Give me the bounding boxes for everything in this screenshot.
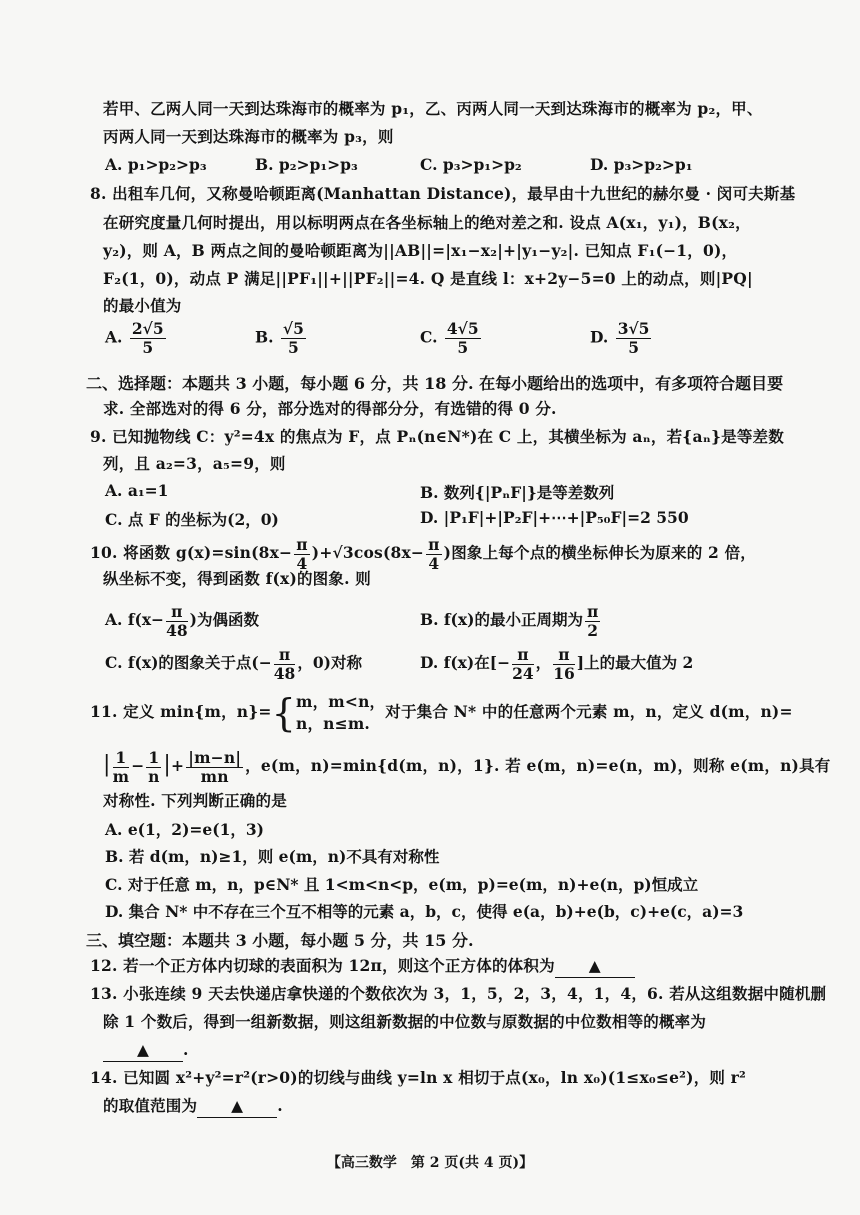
q13-line3: ▲ .: [103, 1039, 189, 1062]
answer-blank: ▲: [103, 1039, 183, 1062]
q10-line2: 纵坐标不变，得到函数 f(x)的图象. 则: [103, 569, 371, 588]
q13-line1: 13. 小张连续 9 天去快递店拿快递的个数依次为 3，1，5，2，3，4，1，4，6. 若从这组数据中随机删: [90, 984, 827, 1003]
section3-heading: 三、填空题：本题共 3 小题，每小题 5 分，共 15 分.: [86, 931, 474, 950]
section2-heading-line2: 求. 全部选对的得 6 分，部分选对的得部分分，有选错的得 0 分.: [103, 399, 557, 418]
q7-line1: 若甲、乙两人同一天到达珠海市的概率为 p₁，乙、丙两人同一天到达珠海市的概率为 p₂，甲、: [103, 99, 763, 118]
q9-option-c: C. 点 F 的坐标为(2，0): [105, 510, 279, 529]
page-footer: 【高三数学 第 2 页(共 4 页)】: [326, 1155, 534, 1171]
q12-line: 12. 若一个正方体内切球的表面积为 12π，则这个正方体的体积为 ▲: [90, 955, 635, 978]
q7-option-a: A. p₁>p₂>p₃: [105, 155, 207, 174]
q11-line1: 11. 定义 min{m，n}={ m，m<n， n，n≤m. 对于集合 N* 中的任意两个元素 m，n，定义 d(m，n)=: [90, 691, 793, 735]
q13-line2: 除 1 个数后，得到一组新数据，则这组新数据的中位数与原数据的中位数相等的概率为: [103, 1012, 707, 1031]
q8-line2: 在研究度量几何时提出，用以标明两点在各坐标轴上的绝对差之和. 设点 A(x₁，y₁)，B(x₂，: [103, 213, 751, 232]
q8-option-c: C. $\frac{4√5}{5}$: [420, 319, 479, 357]
q7-option-c: C. p₃>p₁>p₂: [420, 155, 522, 174]
q8-line5: 的最小值为: [103, 296, 182, 315]
q11-option-d: D. 集合 N* 中不存在三个互不相等的元素 a，b，c，使得 e(a，b)+e(b，c)+e(c，a)=3: [105, 902, 744, 921]
q9-line2: 列，且 a₂=3，a₅=9，则: [103, 454, 286, 473]
q10-line1: 10. 将函数 g(x)=sin(8x− $\frac{\pi}{4}$ )+√3cos(8x− $\frac{\pi}{4}$ )图象上每个点的横坐标伸长为原来的 2 倍，: [90, 534, 756, 573]
q7-option-d: D. p₃>p₂>p₁: [590, 155, 693, 174]
q11-line2: | $\frac{1}{m}$ − $\frac{1}{n}$ |+ $\frac{|m-n|}{mn}$ ，e(m，n)=min{d(m，n)，1}. 若 e(m，n)=e(n，m)，则称 e(m，n)具有: [103, 747, 831, 786]
q14-line1: 14. 已知圆 x²+y²=r²(r>0)的切线与曲线 y=ln x 相切于点(x₀，ln x₀)(1≤x₀≤e²)，则 r²: [90, 1068, 747, 1087]
q10-option-a: A. f(x− $\frac{\pi}{48}$ )为偶函数: [105, 601, 259, 640]
q8-line1: 8. 出租车几何，又称曼哈顿距离(Manhattan Distance)，最早由十九世纪的赫尔曼 · 闵可夫斯基: [90, 184, 796, 203]
q8-line3: y₂)，则 A，B 两点之间的曼哈顿距离为||AB||=|x₁−x₂|+|y₁−y₂|. 已知点 F₁(−1，0)，: [103, 241, 738, 260]
q8-line4: F₂(1，0)，动点 P 满足||PF₁||+||PF₂||=4. Q 是直线 l：x+2y−5=0 上的动点，则|PQ|: [103, 269, 753, 288]
q14-line2: 的取值范围为 ▲ .: [103, 1095, 283, 1118]
q11-option-b: B. 若 d(m，n)≥1，则 e(m，n)不具有对称性: [105, 847, 440, 866]
q9-option-a: A. a₁=1: [105, 481, 169, 500]
answer-blank: ▲: [197, 1095, 277, 1118]
q11-option-a: A. e(1，2)=e(1，3): [105, 820, 265, 839]
left-brace: {: [271, 691, 296, 735]
q7-option-b: B. p₂>p₁>p₃: [255, 155, 358, 174]
q8-option-d: D. $\frac{3√5}{5}$: [590, 319, 650, 357]
q8-option-b: B. $\frac{√5}{5}$: [255, 319, 304, 357]
q11-line3: 对称性. 下列判断正确的是: [103, 791, 287, 810]
section2-heading: 二、选择题：本题共 3 小题，每小题 6 分，共 18 分. 在每小题给出的选项中，有多项符合题目要: [86, 374, 784, 393]
q8-option-a: A. $\frac{2√5}{5}$: [105, 319, 164, 357]
q10-option-c: C. f(x)的图象关于点(− $\frac{\pi}{48}$ ，0)对称: [105, 644, 362, 683]
answer-blank: ▲: [555, 955, 635, 978]
q9-line1: 9. 已知抛物线 C：y²=4x 的焦点为 F，点 Pₙ(n∈N*)在 C 上，其横坐标为 aₙ，若{aₙ}是等差数: [90, 427, 784, 446]
q9-option-b: B. 数列{|PₙF|}是等差数列: [420, 483, 615, 502]
q7-line2: 丙两人同一天到达珠海市的概率为 p₃，则: [103, 127, 394, 146]
q9-option-d: D. |P₁F|+|P₂F|+⋯+|P₅₀F|=2 550: [420, 508, 689, 527]
q11-option-c: C. 对于任意 m，n，p∈N* 且 1<m<n<p，e(m，p)=e(m，n)+e(n，p)恒成立: [105, 875, 699, 894]
q10-option-d: D. f(x)在[− $\frac{\pi}{24}$ ， $\frac{\pi}{16}$ ]上的最大值为 2: [420, 644, 694, 683]
q10-option-b: B. f(x)的最小正周期为 $\frac{\pi}{2}$: [420, 601, 599, 640]
